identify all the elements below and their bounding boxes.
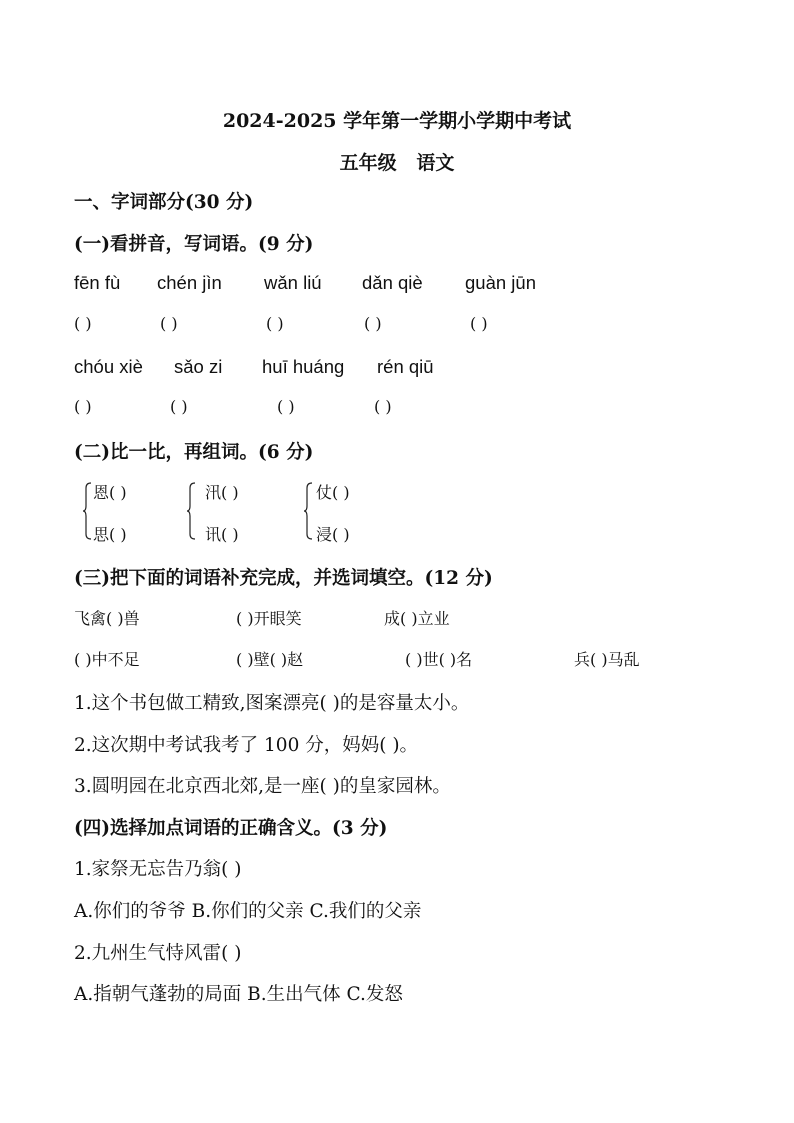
answer-blank[interactable]: ( ): [74, 397, 92, 416]
answer-blank[interactable]: ( ): [74, 314, 92, 333]
answer-blank[interactable]: ( ): [277, 397, 295, 416]
answer-blank[interactable]: ( ): [160, 314, 178, 333]
compare-item[interactable]: 恩( ): [93, 483, 127, 502]
question-1-options: A.你们的爷爷 B.你们的父亲 C.我们的父亲: [74, 901, 422, 922]
pinyin-item: sǎo zi: [174, 356, 223, 377]
section-heading: 一、字词部分(30 分): [74, 192, 254, 213]
fill-sentence[interactable]: 3.圆明园在北京西北郊,是一座( )的皇家园林。: [74, 776, 451, 797]
compare-item[interactable]: 讯( ): [205, 525, 239, 544]
answer-blank[interactable]: ( ): [364, 314, 382, 333]
fill-sentence[interactable]: 1.这个书包做工精致,图案漂亮( )的是容量太小。: [74, 693, 470, 714]
idiom-item[interactable]: 成( )立业: [384, 609, 450, 628]
answer-blank[interactable]: ( ): [266, 314, 284, 333]
fill-sentence[interactable]: 2.这次期中考试我考了 100 分，妈妈( )。: [74, 735, 419, 756]
question-1[interactable]: 1.家祭无忘告乃翁( ): [74, 859, 242, 880]
pinyin-item: fēn fù: [74, 272, 121, 293]
pinyin-item: chén jìn: [157, 272, 222, 293]
brace-icon: [186, 482, 196, 540]
answer-blank[interactable]: ( ): [170, 397, 188, 416]
compare-item[interactable]: 汛( ): [205, 483, 239, 502]
question-2[interactable]: 2.九州生气恃风雷( ): [74, 943, 242, 964]
pinyin-item: chóu xiè: [74, 356, 143, 377]
part1-heading: (一)看拼音，写词语。(9 分): [74, 234, 314, 255]
exam-title: 2024-2025 学年第一学期小学期中考试: [222, 110, 572, 132]
compare-item[interactable]: 思( ): [93, 525, 127, 544]
answer-blank[interactable]: ( ): [470, 314, 488, 333]
idiom-item[interactable]: ( )壁( )赵: [236, 650, 304, 669]
idiom-item[interactable]: 兵( )马乱: [574, 650, 640, 669]
pinyin-item: guàn jūn: [465, 272, 536, 293]
part3-heading: (三)把下面的词语补充完成，并选词填空。(12 分): [74, 568, 493, 589]
pinyin-item: dǎn qiè: [362, 272, 423, 293]
compare-item[interactable]: 仗( ): [316, 483, 350, 502]
idiom-item[interactable]: ( )世( )名: [405, 650, 473, 669]
pinyin-item: huī huáng: [262, 356, 345, 377]
brace-icon: [303, 482, 313, 540]
compare-item[interactable]: 浸( ): [316, 525, 350, 544]
idiom-item[interactable]: 飞禽( )兽: [74, 609, 140, 628]
part4-heading: (四)选择加点词语的正确含义。(3 分): [74, 818, 388, 839]
idiom-item[interactable]: ( )开眼笑: [236, 609, 302, 628]
brace-icon: [82, 482, 92, 540]
part2-heading: (二)比一比，再组词。(6 分): [74, 442, 314, 463]
exam-subtitle: 五年级 语文: [339, 152, 455, 174]
question-2-options: A.指朝气蓬勃的局面 B.生出气体 C.发怒: [74, 984, 403, 1005]
answer-blank[interactable]: ( ): [374, 397, 392, 416]
pinyin-item: rén qiū: [377, 356, 434, 377]
idiom-item[interactable]: ( )中不足: [74, 650, 140, 669]
pinyin-item: wǎn liú: [264, 272, 322, 293]
